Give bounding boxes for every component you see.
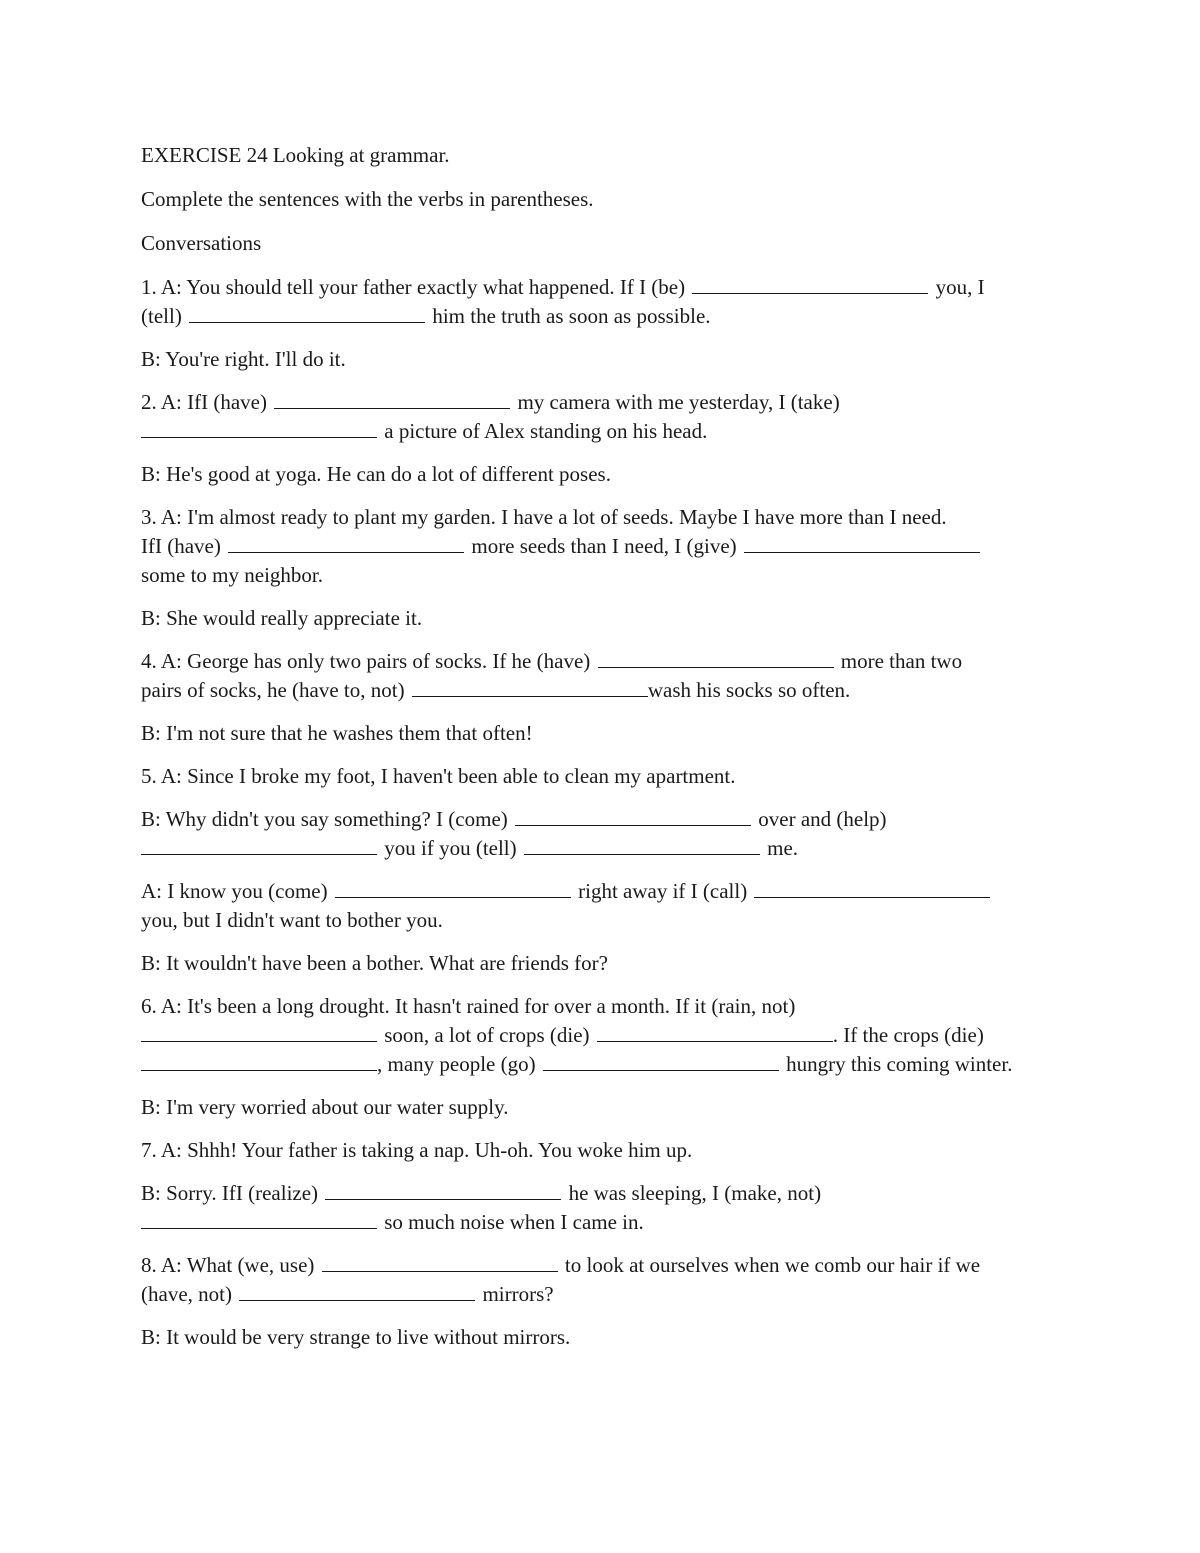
exercise-title: EXERCISE 24 Looking at grammar. — [141, 143, 450, 167]
item-1-b: B: You're right. I'll do it. — [141, 347, 346, 371]
item-8-a — [141, 1251, 1061, 1309]
text: 3. A: I'm almost ready to plant my garden. I have a lot of seeds. Maybe I have more than I need. — [141, 505, 947, 529]
item-2-a — [141, 388, 1061, 446]
item-5-b — [141, 805, 1061, 863]
text: so much noise when I came in. — [384, 1210, 644, 1234]
text: 2. A: IfI (have) — [141, 390, 267, 414]
answer-blank[interactable] — [543, 1050, 779, 1071]
item-4-a — [141, 647, 1061, 705]
text: wash his socks so often. — [647, 678, 851, 702]
answer-blank[interactable] — [274, 388, 510, 409]
answer-blank[interactable] — [744, 532, 980, 553]
text: mirrors? — [482, 1282, 554, 1306]
answer-blank[interactable] — [141, 1050, 377, 1071]
text: my camera with me yesterday, I (take) — [517, 390, 840, 414]
answer-blank[interactable] — [597, 1021, 833, 1042]
answer-blank[interactable] — [692, 273, 928, 294]
answer-blank[interactable] — [141, 417, 377, 438]
text: B: Sorry. IfI (realize) — [141, 1181, 319, 1205]
text: 6. A: It's been a long drought. It hasn't rained for over a month. If it (rain, not) — [141, 994, 796, 1018]
answer-blank[interactable] — [515, 805, 751, 826]
answer-blank[interactable] — [412, 676, 648, 697]
text: A: I know you (come) — [141, 879, 328, 903]
answer-blank[interactable] — [598, 647, 834, 668]
text: to look at ourselves when we comb our hair if we — [564, 1253, 981, 1277]
text: you, I — [935, 275, 985, 299]
text: me. — [767, 836, 799, 860]
text: (tell) — [141, 304, 182, 328]
text: pairs of socks, he (have to, not) — [141, 678, 405, 702]
answer-blank[interactable] — [322, 1251, 558, 1272]
item-6-a — [141, 992, 1061, 1079]
text: he was sleeping, I (make, not) — [568, 1181, 822, 1205]
text: IfI (have) — [141, 534, 221, 558]
answer-blank[interactable] — [141, 1021, 377, 1042]
item-3-a — [141, 503, 1061, 590]
text: more seeds than I need, I (give) — [471, 534, 737, 558]
text: a picture of Alex standing on his head. — [384, 419, 708, 443]
item-7-b — [141, 1179, 1061, 1237]
item-8-b: B: It would be very strange to live without mirrors. — [141, 1325, 571, 1349]
text: him the truth as soon as possible. — [432, 304, 711, 328]
item-6-b: B: I'm very worried about our water supply. — [141, 1095, 509, 1119]
item-4-b: B: I'm not sure that he washes them that often! — [141, 721, 533, 745]
answer-blank[interactable] — [141, 834, 377, 855]
text: B: Why didn't you say something? I (come) — [141, 807, 508, 831]
item-1-a — [141, 273, 1061, 331]
item-5-a: 5. A: Since I broke my foot, I haven't been able to clean my apartment. — [141, 764, 736, 788]
text: , many people (go) — [377, 1052, 536, 1076]
text: 1. A: You should tell your father exactly what happened. If I (be) — [141, 275, 686, 299]
text: 4. A: George has only two pairs of socks. If he (have) — [141, 649, 591, 673]
item-3-b: B: She would really appreciate it. — [141, 606, 423, 630]
answer-blank[interactable] — [524, 834, 760, 855]
text: over and (help) — [758, 807, 887, 831]
text: (have, not) — [141, 1282, 232, 1306]
item-5-c — [141, 877, 1061, 935]
item-7-a: 7. A: Shhh! Your father is taking a nap. Uh-oh. You woke him up. — [141, 1138, 693, 1162]
answer-blank[interactable] — [335, 877, 571, 898]
text: some to my neighbor. — [141, 563, 323, 587]
text: right away if I (call) — [578, 879, 748, 903]
answer-blank[interactable] — [189, 302, 425, 323]
section-heading: Conversations — [141, 231, 262, 255]
text: hungry this coming winter. — [786, 1052, 1013, 1076]
text: . If the crops (die) — [832, 1023, 984, 1047]
text: you if you (tell) — [384, 836, 517, 860]
answer-blank[interactable] — [325, 1179, 561, 1200]
worksheet — [141, 141, 1061, 1366]
text: soon, a lot of crops (die) — [384, 1023, 590, 1047]
item-5-d: B: It wouldn't have been a bother. What are friends for? — [141, 951, 608, 975]
text: more than two — [840, 649, 963, 673]
answer-blank[interactable] — [141, 1208, 377, 1229]
answer-blank[interactable] — [239, 1280, 475, 1301]
text: 8. A: What (we, use) — [141, 1253, 315, 1277]
exercise-instruction: Complete the sentences with the verbs in parentheses. — [141, 187, 594, 211]
answer-blank[interactable] — [754, 877, 990, 898]
text: you, but I didn't want to bother you. — [141, 908, 443, 932]
item-2-b: B: He's good at yoga. He can do a lot of different poses. — [141, 462, 611, 486]
answer-blank[interactable] — [228, 532, 464, 553]
